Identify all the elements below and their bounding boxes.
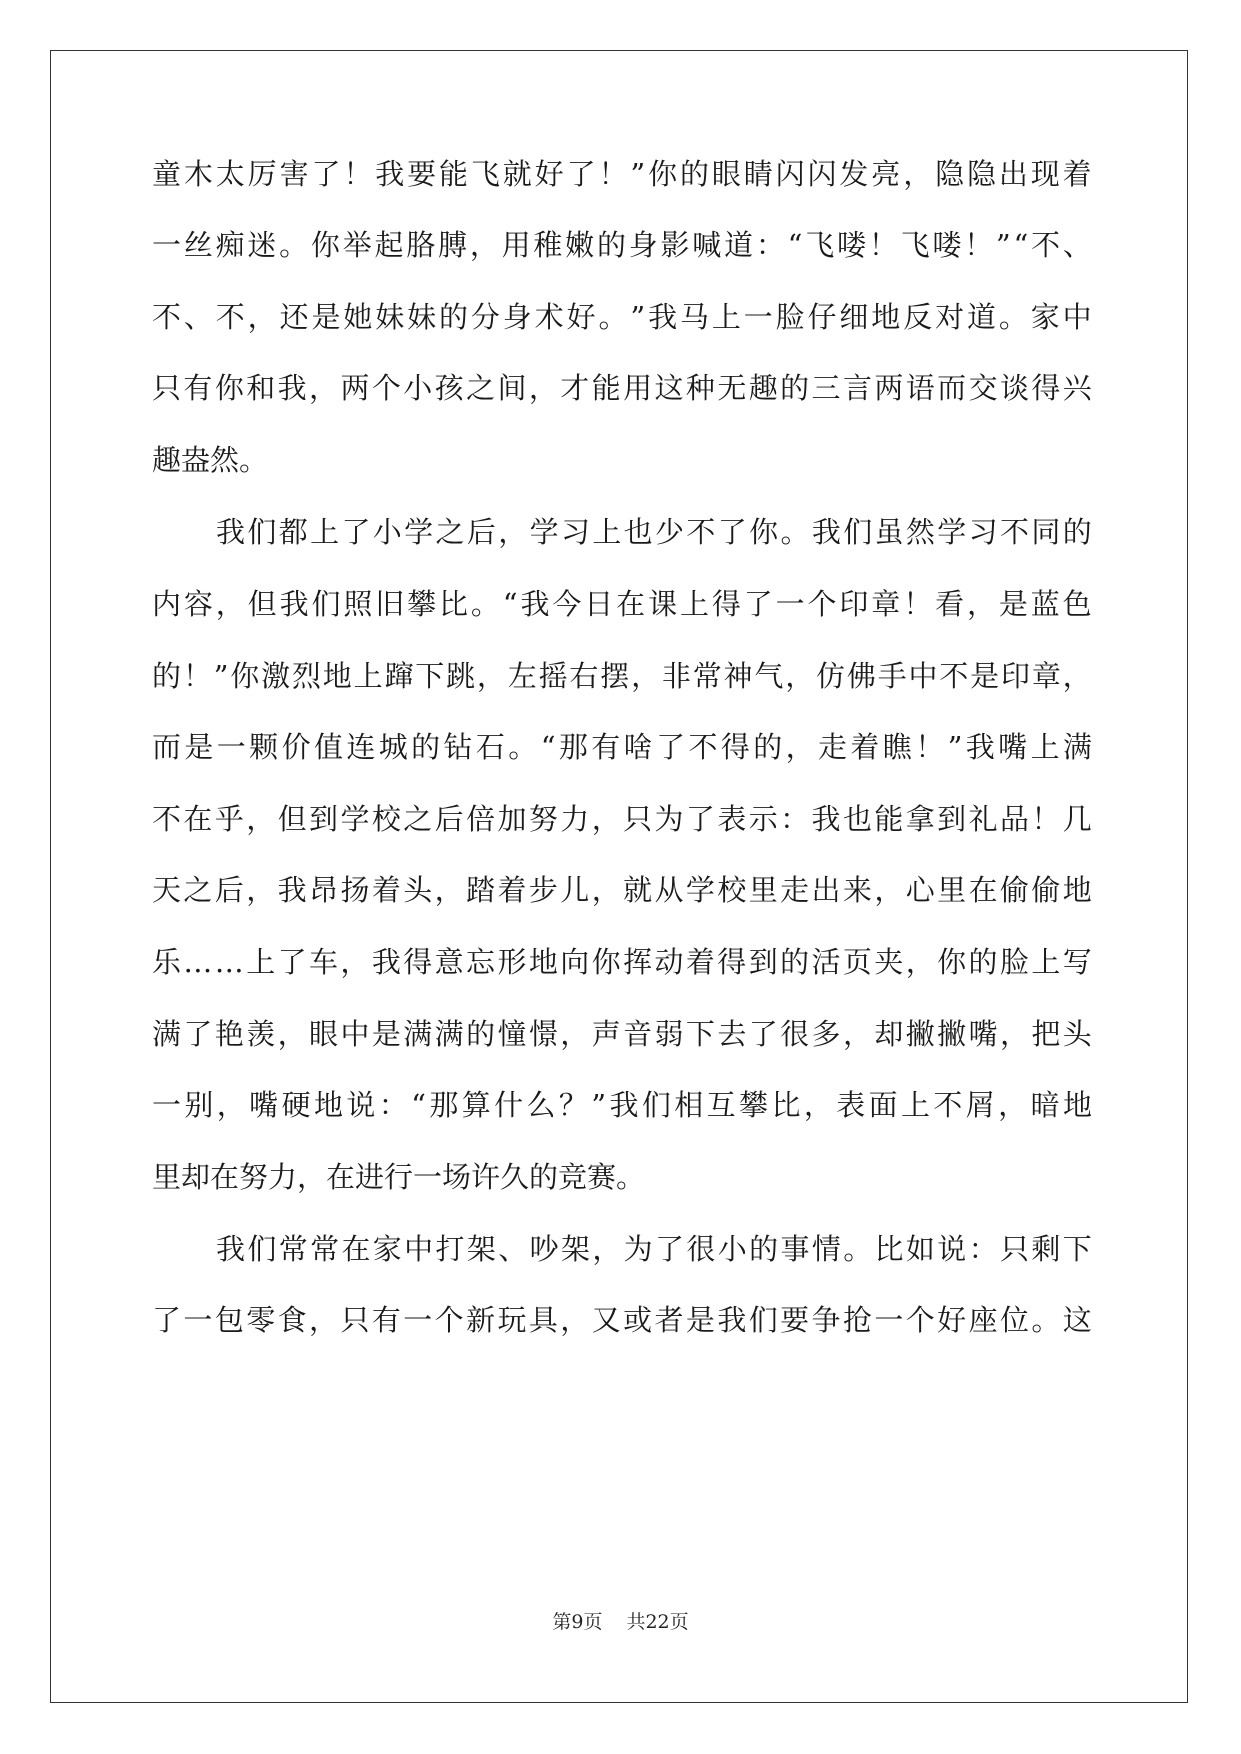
text-line: 乐 … … 上 了 车 ， 我 得 意 忘 形 地 向 你 挥 动 着 得 到 的 活 页 夹 ， 你 的 脸 上 写	[152, 945, 1092, 979]
text-line: 而 是 一 颗 价 值 连 城 的 钻 石 。 “ 那 有 啥 了 不 得 的 ， 走 着 瞧 ！ ” 我 嘴 上 满	[152, 730, 1092, 764]
text-line: 内 容 ， 但 我 们 照 旧 攀 比 。 “ 我 今 日 在 课 上 得 了 一 个 印 章 ！ 看 ， 是 蓝 色	[152, 587, 1092, 621]
text-line: 不 、 不 ， 还 是 她 妹 妹 的 分 身 术 好 。 ” 我 马 上 一 脸 仔 细 地 反 对 道 。 家 中	[152, 300, 1092, 334]
text-line: 的 ！ ” 你 激 烈 地 上 蹿 下 跳 ， 左 摇 右 摆 ， 非 常 神 气 ， 仿 佛 手 中 不 是 印 章 ，	[152, 659, 1092, 693]
text-line: 天 之 后 ， 我 昂 扬 着 头 ， 踏 着 步 儿 ， 就 从 学 校 里 走 出 来 ， 心 里 在 偷 偷 地	[152, 873, 1092, 907]
page-number: 第9页	[552, 1611, 603, 1633]
text-line: 满 了 艳 羡 ， 眼 中 是 满 满 的 憧 憬 ， 声 音 弱 下 去 了 很 多 ， 却 撇 撇 嘴 ， 把 头	[152, 1017, 1092, 1051]
text-line: 只 有 你 和 我 ， 两 个 小 孩 之 间 ， 才 能 用 这 种 无 趣 的 三 言 两 语 而 交 谈 得 兴	[152, 371, 1092, 405]
text-line: 一 丝 痴 迷 。 你 举 起 胳 膊 ， 用 稚 嫩 的 身 影 喊 道 ： “ 飞 喽 ！ 飞 喽 ！ ” “ 不 、	[152, 228, 1092, 262]
text-line: 童 木 太 厉 害 了 ！ 我 要 能 飞 就 好 了 ！ ” 你 的 眼 睛 闪 闪 发 亮 ， 隐 隐 出 现 着	[152, 157, 1092, 191]
text-line: 趣盎然。	[152, 443, 269, 477]
text-line: 不 在 乎 ， 但 到 学 校 之 后 倍 加 努 力 ， 只 为 了 表 示 ： 我 也 能 拿 到 礼 品 ！ 几	[152, 802, 1092, 836]
text-line: 了 一 包 零 食 ， 只 有 一 个 新 玩 具 ， 又 或 者 是 我 们 要 争 抢 一 个 好 座 位 。 这	[152, 1303, 1092, 1337]
text-line: 我 们 都 上 了 小 学 之 后 ， 学 习 上 也 少 不 了 你 。 我 们 虽 然 学 习 不 同 的	[216, 515, 1092, 549]
page-footer	[0, 1610, 1241, 1634]
text-line: 我 们 常 常 在 家 中 打 架 、 吵 架 ， 为 了 很 小 的 事 情 。 比 如 说 ： 只 剩 下	[216, 1232, 1092, 1266]
page-total: 共22页	[626, 1611, 689, 1633]
text-line: 里却在努力，在进行一场许久的竞赛。	[152, 1160, 646, 1194]
text-line: 一 别 ， 嘴 硬 地 说 ： “ 那 算 什 么 ？ ” 我 们 相 互 攀 比 ， 表 面 上 不 屑 ， 暗 地	[152, 1088, 1092, 1122]
